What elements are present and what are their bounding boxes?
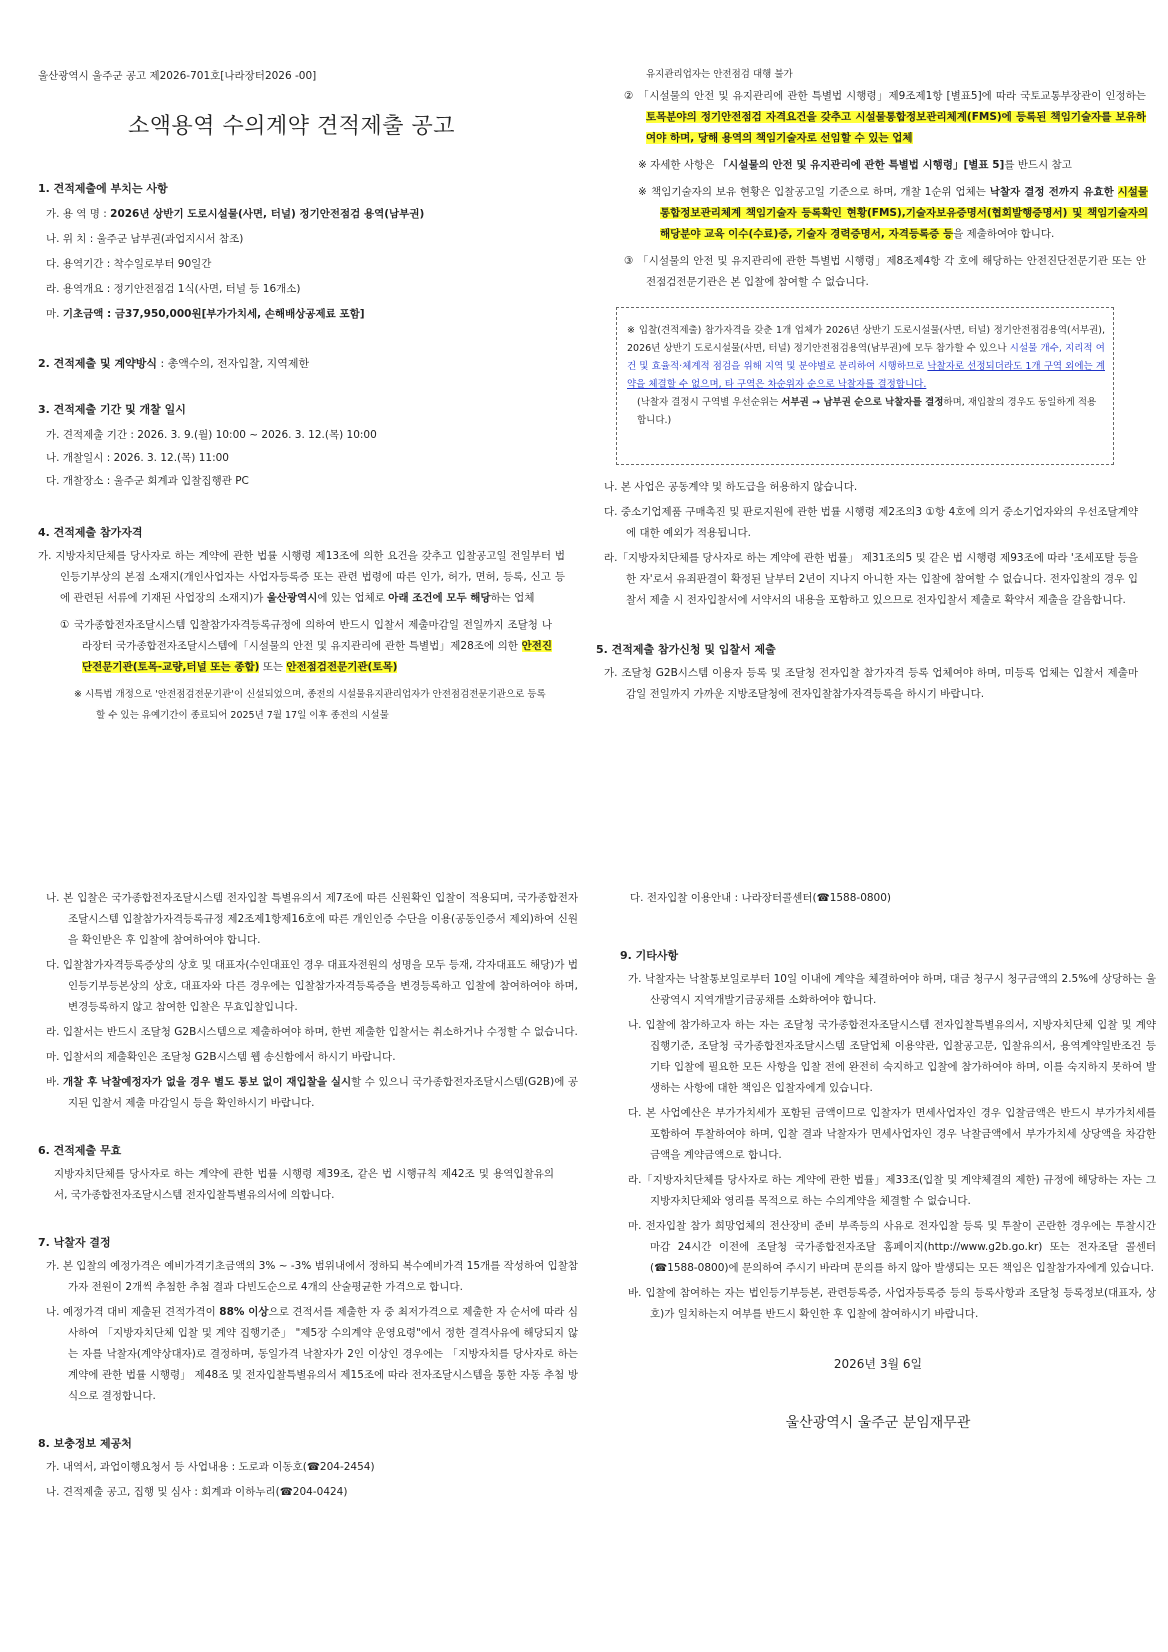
- section-3-heading: 3. 견적제출 기간 및 개찰 일시: [38, 403, 186, 416]
- section-1-heading: 1. 견적제출에 부치는 사항: [38, 182, 168, 195]
- notice-box: ※ 입찰(견적제출) 참가자격을 갖춘 1개 업체가 2026년 상반기 도로시설물(사면, 터널) 정기안전점검용역(서부권), 2026년 상반기 도로시설물(사면, 터널) 정기안전점검용역(남부권)에 모두 참가할 수 있으나 시설물 개수, 지리적 여건 및 효율적·체계적 점검을 위해 지역 및 분야별로 분리하여 시행하므로 낙찰자로 선정되더라도 1개 구역 외에는 계약을 체결할 수 없으며, 타 구역은 차순위자 순으로 낙찰자를 결정합니다. (낙찰자 결정시 구역별 우선순위는 서부권 → 남부권 순으로 낙찰자를 결정하며, 재입찰의 경우도 동일하게 적용합니다.): [616, 307, 1114, 465]
- left-top-column: [38, 66, 565, 726]
- section-4-body: 가. 지방자치단체를 당사자로 하는 계약에 관한 법률 시행령 제13조에 의한 요건을 갖추고 입찰공고일 전일부터 법인등기부상의 본점 소재지(개인사업자는 사업자등록증 또는 관련 법령에 따른 인가, 허가, 면허, 등록, 신고 등에 관련된 서류에 기재된 사업장의 소재지)가 울산광역시에 있는 업체로 아래 조건에 모두 해당하는 업체 ① 국가종합전자조달시스템 입찰참가자격등록규정에 의하여 반드시 입찰서 제출마감일 전일까지 조달청 나라장터 국가종합전자조달시스템에「시설물의 안전 및 유지관리에 관한 특별법」제28조에 의한 안전진단전문기관(토목-교량,터널 또는 종합) 또는 안전점검전문기관(토목) ※ 시특법 개정으로 '안전점검전문기관'이 신설되었으며, 종전의 시설물유지관리업자가 안전점검전문기관으로 등록할 수 있는 유예기간이 종료되어 2025년 7월 17일 이후 종전의 시설물: [38, 550, 565, 721]
- issuer: 울산광역시 울주군 분임재무관: [785, 1415, 971, 1431]
- section-6-heading: 6. 견적제출 무효: [38, 1144, 122, 1157]
- section-7-heading: 7. 낙찰자 결정: [38, 1236, 111, 1249]
- left-bottom-column: 나. 본 입찰은 국가종합전자조달시스템 전자입찰 특별유의서 제7조에 따른 신원확인 입찰이 적용되며, 국가종합전자조달시스템 입찰참가자격등록규정 제2조제1항제16호에 따른 개인인증 수단을 이용(공동인증서 제외)하여 신원을 확인받은 후 입찰에 참여하여야 합니다. 다. 입찰참가자격등록증상의 상호 및 대표자(수인대표인 경우 대표자전원의 성명을 모두 등재, 각자대표도 해당)가 법인등기부등본상의 상호, 대표자와 다른 경우에는 입찰참가자격등록증을 변경등록하고 입찰에 참여하여야 하며, 변경등록하지 않고 참여한 입찰은 무효입찰입니다. 라. 입찰서는 반드시 조달청 G2B시스템으로 제출하여야 하며, 한번 제출한 입찰서는 취소하거나 수정할 수 없습니다. 마. 입찰서의 제출확인은 조달청 G2B시스템 웹 송신함에서 하시기 바랍니다. 바. 개찰 후 낙찰예정자가 없을 경우 별도 통보 없이 재입찰을 실시할 수 있으니 국가종합전자조달시스템(G2B)에 공지된 입찰서 제출 마감일시 등을 확인하시기 바랍니다. 6. 견적제출 무효 지방자치단체를 당사자로 하는 계약에 관한 법률 시행령 제39조, 같은 법 시행규칙 제42조 및 용역입찰유의서, 국가종합전자조달시스템 전자입찰특별유의서에 의합니다. 7. 낙찰자 결정 가. 본 입찰의 예정가격은 예비가격기초금액의 3% ~ -3% 범위내에서 정하되 복수예비가격 15개를 작성하여 입찰참가자 전원이 2개씩 추첨한 추첨 결과 다빈도순으로 4개의 산술평균한 가격으로 합니다. 나. 예정가격 대비 제출된 견적가격이 88% 이상으로 견적서를 제출한 자 중 최저가격으로 제출한 자 순서에 따라 심사하여 「지방자치단체 입찰 및 계약 집행기준」 "제5장 수의계약 운영요령"에서 정한 결격사유에 해당되지 않는 자를 낙찰자(계약상대자)로 결정하며, 동일가격 낙찰자가 2인 이상인 경우에는 「지방자치를 당사자로 하는 계약에 관한 법률 시행령」 제48조 및 전자입찰특별유의서 제15조에 따라 전자조달시스템을 통한 자동 추첨 방식으로 결정합니다. 8. 보충정보 제공처 가. 내역서, 과업이행요청서 등 사업내용 : 도로과 이동호(☎204-2454) 나. 견적제출 공고, 집행 및 심사 : 회계과 이하누리(☎204-0424): [38, 892, 579, 1498]
- notice-date: 2026년 3월 6일: [833, 1357, 923, 1371]
- section-8-heading: 8. 보충정보 제공처: [38, 1437, 132, 1450]
- section-1-body: 가. 용 역 명 : 2026년 상반기 도로시설물(사면, 터널) 정기안전점검 용역(남부권) 나. 위 치 : 울주군 남부권(과업지시서 참조) 다. 용역기간 : 착수일로부터 90일간 라. 용역개요 : 정기안전점검 1식(사면, 터널 등 16개소) 마. 기초금액 : 금37,950,000원[부가가치세, 손해배상공제료 포함]: [46, 208, 425, 320]
- section-9-heading: 9. 기타사항: [620, 949, 679, 962]
- right-bottom-column: 다. 전자입찰 이용안내 : 나라장터콜센터(☎1588-0800) 9. 기타사항 가. 낙찰자는 낙찰통보일로부터 10일 이내에 계약을 체결하여야 하며, 대금 청구시 청구금액의 2.5%에 상당하는 울산광역시 지역개발기금공채를 소화하여야 합니다. 나. 입찰에 참가하고자 하는 자는 조달청 국가종합전자조달시스템 전자입찰특별유의서, 지방자치단체 입찰 및 계약 집행기준, 조달청 국가종합전자조달시스템 조달업체 이용약관, 입찰공고문, 입찰유의서, 용역계약일반조건 등 기타 입찰에 필요한 모든 사항을 입찰 전에 완전히 숙지하고 입찰에 참가하여야 하며, 이를 숙지하지 못하여 발생하는 사항에 대한 책임은 입찰자에게 있습니다. 다. 본 사업예산은 부가가치세가 포함된 금액이므로 입찰자가 면세사업자인 경우 입찰금액은 반드시 부가가치세를 포함하여 투찰하여야 하며, 입찰 결과 낙찰자가 면세사업자인 경우 낙찰금액에서 부가가치세 상당액을 차감한 금액을 계약금액으로 합니다. 라.「지방자치단체를 당사자로 하는 계약에 관한 법률」제33조(입찰 및 계약체결의 제한) 규정에 해당하는 자는 그 지방자치단체와 영리를 목적으로 하는 수의계약을 체결할 수 없습니다. 마. 전자입찰 참가 희망업체의 전산장비 준비 부족등의 사유로 전자입찰 등록 및 투찰이 곤란한 경우에는 투찰시간 마감 24시간 이전에 조달청 국가종합전자조달 홈페이지(http://www.g2b.go.kr) 또는 전자조달 콜센터(☎1588-0800)에 문의하여 주시기 바라며 문의를 하지 않아 발생되는 모든 책임은 입찰참가자에게 있습니다. 바. 입찰에 참여하는 자는 법인등기부등본, 관련등록증, 사업자등록증 등의 등록사항과 조달청 등록정보(대표자, 상호)가 일치하는지 여부를 반드시 확인한 후 입찰에 참여하시기 바랍니다. 2026년 3월 6일 울산광역시 울주군 분임재무관: [620, 892, 1156, 1431]
- section-4-heading: 4. 견적제출 참가자격: [38, 526, 143, 539]
- section-5-heading: 5. 견적제출 참가신청 및 입찰서 제출: [596, 643, 776, 656]
- section-2-heading: 2. 견적제출 및 계약방식 : 총액수의, 전자입찰, 지역제한: [38, 357, 310, 370]
- page-title: 소액용역 수의계약 견적제출 공고: [128, 114, 456, 139]
- section-3-body: 가. 견적제출 기간 : 2026. 3. 9.(월) 10:00 ~ 2026. 3. 12.(목) 10:00 나. 개찰일시 : 2026. 3. 12.(목) 11:00 다. 개찰장소 : 울주군 회계과 입찰집행관 PC: [46, 429, 377, 487]
- doc-number: 울산광역시 울주군 공고 제2026-701호[나라장터2026 -00]: [38, 70, 317, 82]
- right-top-column: 유지관리업자는 안전점검 대행 불가 ② 「시설물의 안전 및 유지관리에 관한 특별법 시행령」제9조제1항 [별표5]에 따라 국토교통부장관이 인정하는 토목분야의 정기안전점검 자격요건을 갖추고 시설물통합정보관리체계(FMS)에 등록된 책임기술자를 보유하여야 하며, 당해 용역의 책임기술자로 선임할 수 있는 업체 ※ 자세한 사항은 「시설물의 안전 및 유지관리에 관한 특별법 시행령」[별표 5]를 반드시 참고 ※ 책임기술자의 보유 현황은 입찰공고일 기준으로 하며, 개찰 1순위 업체는 낙찰자 결정 전까지 유효한 시설물 통합정보관리체계 책임기술자 등록확인 현황(FMS),기술자보유증명서(협회발행증명서) 및 책임기술자의 해당분야 교육 이수(수료)증, 기술자 경력증명서, 자격등록증 등을 제출하여야 합니다. ③ 「시설물의 안전 및 유지관리에 관한 특별법 시행령」제8조제4항 각 호에 해당하는 안전진단전문기관 또는 안전점검전문기관은 본 입찰에 참여할 수 없습니다. ※ 입찰(견적제출) 참가자격을 갖춘 1개 업체가 2026년 상반기 도로시설물(사면, 터널) 정기안전점검용역(서부권), 2026년 상반기 도로시설물(사면, 터널) 정기안전점검용역(남부권)에 모두 참가할 수 있으나 시설물 개수, 지리적 여건 및 효율적·체계적 점검을 위해 지역 및 분야별로 분리하여 시행하므로 낙찰자로 선정되더라도 1개 구역 외에는 계약을 체결할 수 없으며, 타 구역은 차순위자 순으로 낙찰자를 결정합니다. (낙찰자 결정시 구역별 우선순위는 서부권 → 남부권 순으로 낙찰자를 결정하며, 재입찰의 경우도 동일하게 적용합니다.) 나. 본 사업은 공동계약 및 하도급을 허용하지 않습니다. 다. 중소기업제품 구매촉진 및 판로지원에 관한 법률 시행령 제2조의3 ①항 4호에 의거 중소기업자와의 우선조달계약에 대한 예외가 적용됩니다. 라.「지방자치단체를 당사자로 하는 계약에 관한 법률」 제31조의5 및 같은 법 시행령 제93조에 따라 '조세포탈 등을 한 자'로서 유죄판결이 확정된 날부터 2년이 지나지 아니한 자는 입찰에 참여할 수 없습니다. 전자입찰의 경우 입찰서 제출 시 전자입찰서에 서약서의 내용을 포함하고 있으므로 전자입찰서 제출로 확약서 제출을 갈음합니다. 5. 견적제출 참가신청 및 입찰서 제출 가. 조달청 G2B시스템 이용자 등록 및 조달청 전자입찰 참가자격 등록 업체여야 하며, 미등록 업체는 입찰서 제출마감일 전일까지 가까운 지방조달청에 전자입찰참가자격등록을 하시기 바랍니다.: [596, 69, 1148, 700]
